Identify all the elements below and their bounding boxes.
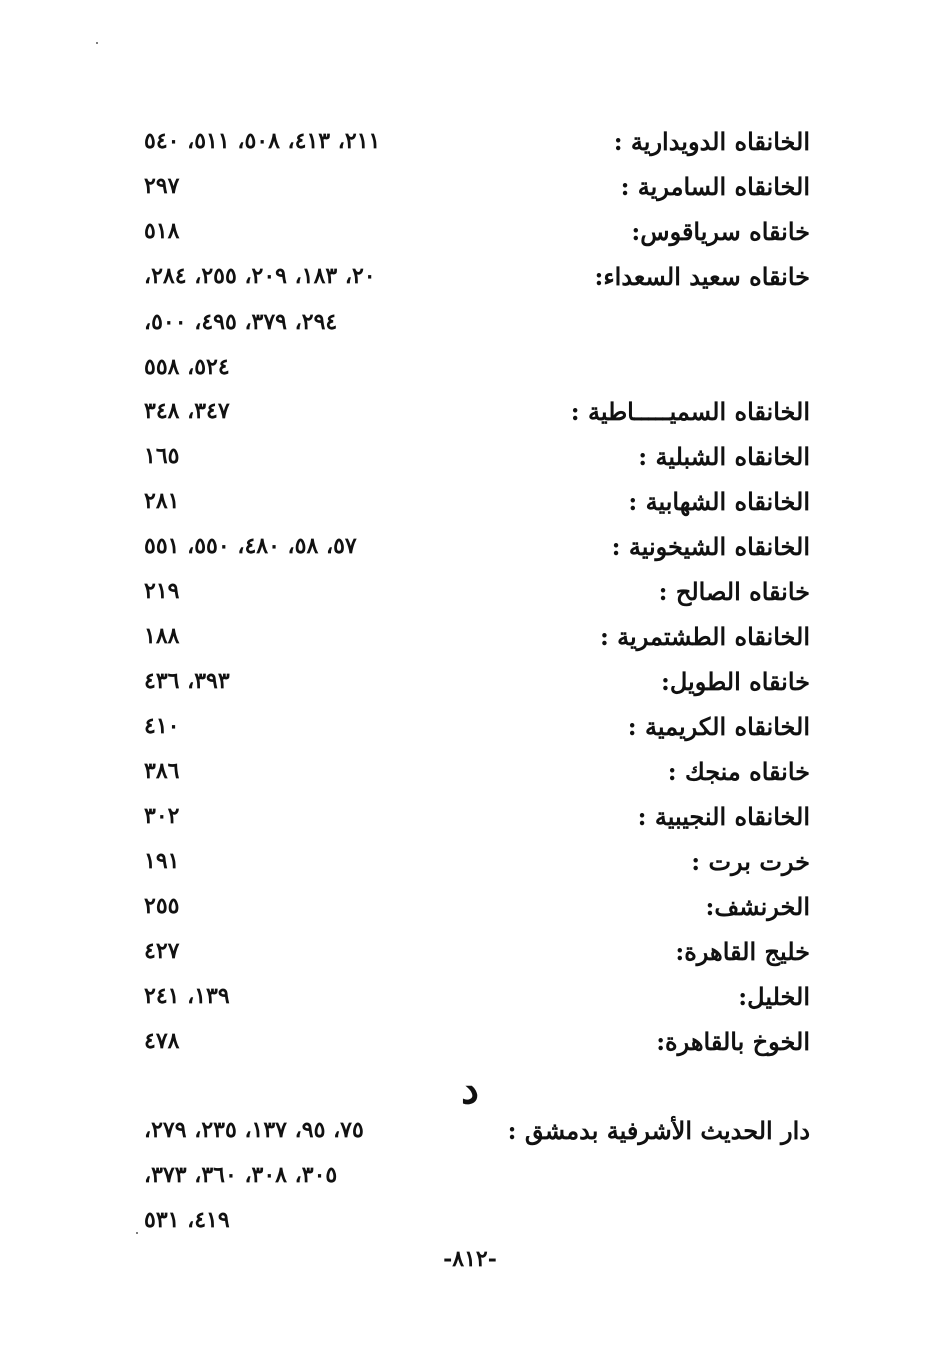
index-pages: ٣٤٧، ٣٤٨ bbox=[144, 398, 230, 424]
index-pages: ٣٩٣، ٤٣٦ bbox=[144, 668, 230, 694]
index-entry bbox=[130, 209, 810, 254]
index-term: دار الحديث الأشرفية بدمشق : bbox=[507, 1116, 810, 1145]
scan-speck bbox=[136, 1232, 138, 1234]
index-entry bbox=[130, 839, 810, 884]
page-number: -٨١٢- bbox=[443, 1246, 497, 1272]
index-pages: ١٦٥ bbox=[144, 443, 180, 469]
index-entry bbox=[130, 434, 810, 479]
index-entry bbox=[130, 929, 810, 974]
index-term: خليج القاهرة: bbox=[675, 937, 810, 966]
index-pages: ٥١٨ bbox=[144, 218, 180, 244]
index-entry-continuation bbox=[130, 300, 810, 345]
index-pages: ٤٢٧ bbox=[144, 938, 180, 964]
index-pages: ١٨٨ bbox=[144, 623, 180, 649]
index-pages: ٢٠، ١٨٣، ٢٠٩، ٢٥٥، ٢٨٤، bbox=[144, 263, 376, 289]
index-term: خانقاه الطويل: bbox=[661, 667, 810, 696]
index-pages: ٤٧٨ bbox=[144, 1028, 180, 1054]
index-pages: ٢٩٧ bbox=[144, 173, 180, 199]
index-term: الخوخ بالقاهرة: bbox=[656, 1027, 810, 1056]
index-pages: ٣٨٦ bbox=[144, 758, 180, 784]
index-entry bbox=[130, 884, 810, 929]
index-pages: ٧٥، ٩٥، ١٣٧، ٢٣٥، ٢٧٩، bbox=[144, 1117, 364, 1143]
index-pages: ٤١٠ bbox=[144, 713, 180, 739]
index-term: خرت برت : bbox=[691, 847, 810, 876]
index-entry bbox=[130, 1108, 810, 1153]
index-term: الخانقاه الكريمية : bbox=[627, 712, 810, 741]
index-entry bbox=[130, 794, 810, 839]
index-entry bbox=[130, 254, 810, 299]
index-term: الخانقاه الشيخونية : bbox=[611, 532, 810, 561]
index-pages: ٢١١، ٤١٣، ٥٠٨، ٥١١، ٥٤٠ bbox=[144, 128, 381, 154]
index-term: الخانقاه الشهابية : bbox=[628, 487, 810, 516]
index-term: الخانقاه الطشتمرية : bbox=[599, 622, 810, 651]
index-entry-continuation bbox=[130, 1198, 810, 1243]
index-term: الخانقاه السميـــــاطية : bbox=[570, 397, 810, 426]
index-term: الخرنشف: bbox=[705, 892, 810, 921]
index-term: خانقاه سرياقوس: bbox=[631, 217, 810, 246]
index-pages: ٥٧، ٥٨، ٤٨٠، ٥٥٠، ٥٥١ bbox=[144, 533, 357, 559]
scan-speck bbox=[96, 42, 98, 44]
index-term: خانقاه سعيد السعداء: bbox=[594, 262, 810, 291]
index-pages: ٣٠٥، ٣٠٨، ٣٦٠، ٣٧٣، bbox=[144, 1162, 338, 1188]
index-entry bbox=[130, 524, 810, 569]
index-entry bbox=[130, 479, 810, 524]
index-term: خانقاه الصالح : bbox=[658, 577, 810, 606]
index-entry bbox=[130, 704, 810, 749]
index-term: الخانقاه الشبلية : bbox=[638, 442, 810, 471]
index-entry bbox=[130, 119, 810, 164]
index-pages: ٢٨١ bbox=[144, 488, 180, 514]
index-term: الخليل: bbox=[738, 982, 810, 1011]
index-pages: ٢١٩ bbox=[144, 578, 180, 604]
index-entry bbox=[130, 1019, 810, 1064]
index-term: خانقاه منجك : bbox=[667, 757, 810, 786]
index-entry bbox=[130, 389, 810, 434]
index-pages: ١٩١ bbox=[144, 848, 180, 874]
section-letter-heading: د bbox=[461, 1066, 479, 1113]
index-pages: ٢٥٥ bbox=[144, 893, 180, 919]
index-term: الخانقاه الدويدارية : bbox=[613, 127, 810, 156]
index-entry bbox=[130, 749, 810, 794]
index-entry-continuation bbox=[130, 345, 810, 390]
index-term: الخانقاه النجيبية : bbox=[637, 802, 810, 831]
index-entry bbox=[130, 659, 810, 704]
index-pages: ٢٩٤، ٣٧٩، ٤٩٥، ٥٠٠، bbox=[144, 309, 338, 335]
index-entry bbox=[130, 164, 810, 209]
index-term: الخانقاه السامرية : bbox=[620, 172, 810, 201]
index-entry-continuation bbox=[130, 1153, 810, 1198]
index-entry bbox=[130, 614, 810, 659]
index-pages: ٤١٩، ٥٣١ bbox=[144, 1207, 230, 1233]
index-pages: ١٣٩، ٢٤١ bbox=[144, 983, 230, 1009]
index-pages: ٥٢٤، ٥٥٨ bbox=[144, 354, 230, 380]
index-entry bbox=[130, 974, 810, 1019]
index-entry bbox=[130, 569, 810, 614]
index-pages: ٣٠٢ bbox=[144, 803, 180, 829]
